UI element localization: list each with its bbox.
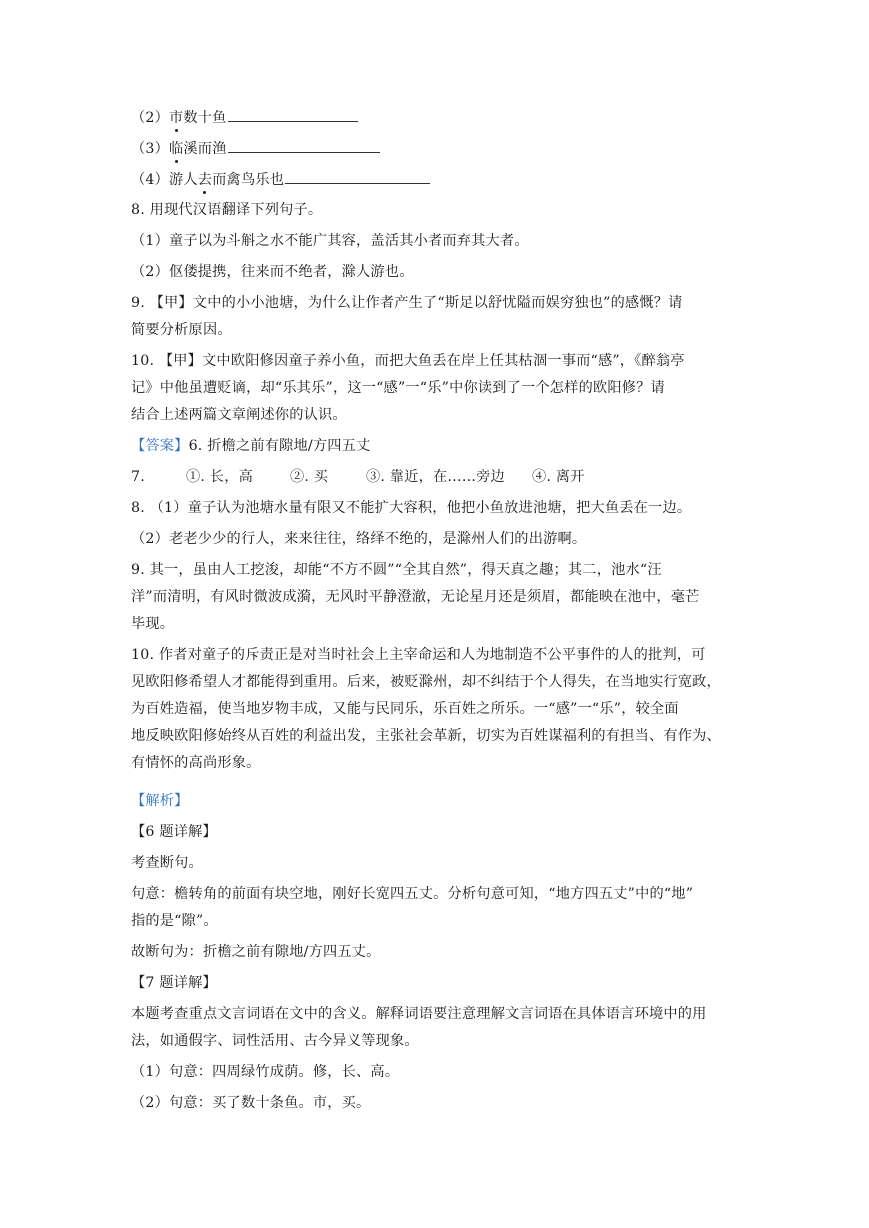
answer-tag: 【答案】 bbox=[131, 438, 189, 454]
emphasis-dot-char: 去 bbox=[197, 172, 213, 188]
answer-line-9-2: 洋”而清明，有风时微波成漪，无风时平静澄澈，无论星月还是须眉，都能映在池中，毫芒 bbox=[131, 589, 700, 605]
answer-line-10-3: 为百姓造福，使当地岁物丰成，又能与民同乐，乐百姓之所乐。一“感”一“乐”，较全面 bbox=[131, 701, 679, 717]
answer-line-8-1: 8. （1）童子认为池塘水量有限又不能扩大容积，他把小鱼放进池塘，把大鱼丢在一边。 bbox=[131, 500, 692, 516]
answer-line-9-1: 9. 其一，虽由人工挖浚，却能“不方不圆”“全其自然”，得天真之趣；其二，池水“汪 bbox=[131, 562, 662, 578]
q10-line-2: 记》中他虽遭贬谪，却“乐其乐”，这一“感”一“乐”中你读到了一个怎样的欧阳修？请 bbox=[131, 380, 665, 396]
analysis-7-line-4: （2）句意：买了数十条鱼。市，买。 bbox=[131, 1095, 371, 1111]
q7-item-3: （3）临溪而渔 bbox=[131, 138, 380, 159]
analysis-heading-7: 【7 题详解】 bbox=[131, 975, 217, 991]
q8-title: 8. 用现代汉语翻译下列句子。 bbox=[131, 202, 323, 218]
q10-line-1: 10. 【甲】文中欧阳修因童子养小鱼，而把大鱼丢在岸上任其枯涸一事而“感”，《醉翁亭 bbox=[131, 353, 685, 369]
answer-line-9-3: 毕现。 bbox=[131, 616, 175, 632]
analysis-7-line-2: 法，如通假字、词性活用、古今异义等现象。 bbox=[131, 1033, 419, 1049]
answer-blank[interactable] bbox=[285, 169, 430, 184]
emphasis-dot-char: 市 bbox=[169, 110, 184, 126]
analysis-7-line-1: 本题考查重点文言词语在文中的含义。解释词语要注意理解文言词语在具体语言环境中的用 bbox=[131, 1006, 707, 1022]
q7-item-2: （2）市数十鱼 bbox=[131, 107, 358, 128]
analysis-6-line-2: 句意：檐转角的前面有块空地，刚好长宽四五丈。分析句意可知，“地方四五丈”中的“地” bbox=[131, 886, 694, 902]
analysis-6-line-3: 指的是“隙”。 bbox=[131, 913, 218, 929]
answer-line-10-2: 见欧阳修希望人才都能得到重用。后来，被贬滁州，却不纠结于个人得失，在当地实行宽政， bbox=[131, 674, 721, 690]
answer-line-6: 【答案】6. 折檐之前有隙地/方四五丈 bbox=[131, 438, 371, 454]
q10-line-3: 结合上述两篇文章阐述你的认识。 bbox=[131, 407, 347, 423]
analysis-6-line-4: 故断句为：折檐之前有隙地/方四五丈。 bbox=[131, 944, 381, 960]
answer-line-10-1: 10. 作者对童子的斥责正是对当时社会上主宰命运和人为地制造不公平事件的人的批判，可 bbox=[131, 647, 706, 663]
analysis-heading-6: 【6 题详解】 bbox=[131, 824, 217, 840]
answer-line-8-2: （2）老老少少的行人，来来往往，络绎不绝的，是滁州人们的出游啊。 bbox=[131, 531, 587, 547]
answer-line-7: 7. ①. 长，高 ②. 买 ③. 靠近，在……旁边 ④. 离开 bbox=[131, 469, 585, 485]
analysis-tag: 【解析】 bbox=[131, 793, 189, 809]
analysis-7-line-3: （1）句意：四周绿竹成荫。修，长、高。 bbox=[131, 1064, 400, 1080]
answer-line-10-4: 地反映欧阳修始终从百姓的利益出发，主张社会革新，切实为百姓谋福利的有担当、有作为、 bbox=[131, 728, 721, 744]
answer-line-10-5: 有情怀的高尚形象。 bbox=[131, 755, 261, 771]
answer-blank[interactable] bbox=[228, 107, 358, 122]
q9-line-2: 简要分析原因。 bbox=[131, 322, 232, 338]
q8-sentence-2: （2）伛偻提携，往来而不绝者，滁人游也。 bbox=[131, 264, 414, 280]
answer-blank[interactable] bbox=[228, 138, 380, 153]
analysis-6-line-1: 考查断句。 bbox=[131, 855, 203, 871]
emphasis-dot-char: 临 bbox=[169, 141, 184, 157]
q9-line-1: 9. 【甲】文中的小小池塘，为什么让作者产生了“斯足以舒忧隘而娱穷独也”的感慨？请 bbox=[131, 295, 683, 311]
q8-sentence-1: （1）童子以为斗斛之水不能广其容，盖活其小者而弃其大者。 bbox=[131, 233, 529, 249]
q7-item-4: （4）游人去而禽鸟乐也 bbox=[131, 169, 430, 190]
